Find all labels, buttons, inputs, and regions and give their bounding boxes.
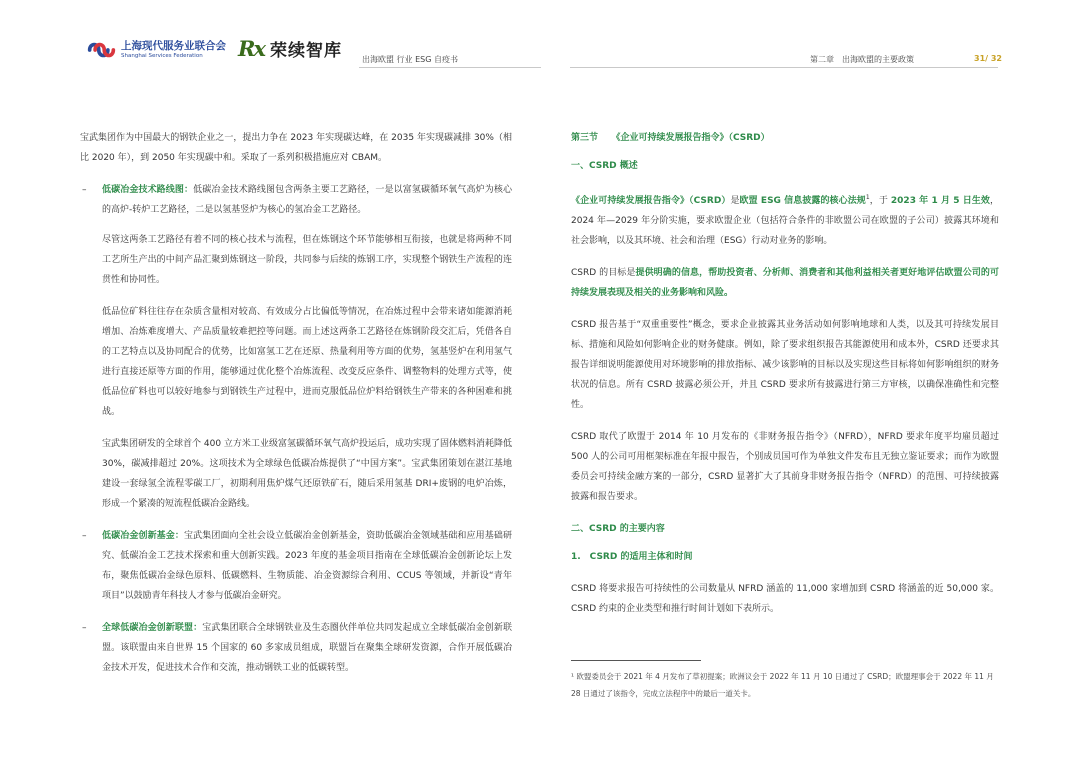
rongxu-logo [238,36,342,60]
text-span: 是 [730,196,740,206]
intro-paragraph: 宝武集团作为中国最大的钢铁企业之一，提出力争在 2023 年实现碳达峰，在 2035 年实现碳减排 30%（相比 2020 年），到 2050 年实现碳中和。采取了一系列积极措施应对 CBAM。 [80,133,512,163]
text-span: ，于 [869,196,891,206]
bullet-dash: – [82,185,87,195]
header-divider-right [570,67,998,68]
ssf-logo-en: Shanghai Services Federation [121,52,203,59]
rongxu-logo-mark: Rx [238,35,264,61]
csrd-core-law: 欧盟 ESG 信息披露的核心法规 [739,196,866,206]
right-column [571,128,999,619]
bullet-alliance [80,618,512,678]
effective-date: 2023 年 1 月 5 日生效 [890,196,990,206]
ssf-logo [86,38,226,62]
csrd-goal-highlight: 提供明确的信息，帮助投资者、分析师、消费者和其他利益相关者更好地评估欧盟公司的可持续发展表现及相关的业务影响和风险。 [571,268,999,298]
bullet-alliance-text: 宝武集团联合全球钢铁业及生态圈伙伴单位共同发起成立全球低碳冶金创新联盟。该联盟由来自世界 15 个国家的 60 多家成员组成，联盟旨在聚集全球研发资源，合作开展低碳冶金技术开发，促进技术合作和交流，推动钢铁工业的低碳转型。 [102,623,512,673]
document-title: 出海欧盟 行业 ESG 自疫书 [362,55,458,64]
section-title: 第三节 《企业可持续发展报告指令》（CSRD） [571,133,770,143]
header-divider-left [359,67,541,68]
ssf-logo-cn: 上海现代服务业联合会 [121,40,226,52]
csrd-goal-paragraph [571,263,999,303]
scope-paragraph: CSRD 将要求报告可持续性的公司数量从 NFRD 涵盖的 11,000 家增加到 CSRD 将涵盖的近 50,000 家。CSRD 约束的企业类型和推行时间计划如下表所示。 [571,584,999,614]
page-header [0,0,1080,80]
bullet-fund-text: 宝武集团面向全社会设立低碳冶金创新基金，资助低碳冶金领域基础和应用基础研究、低碳冶金工艺技术探索和重大创新实践。2023 年度的基金项目指南在全球低碳冶金创新论坛上发布，聚焦低碳冶金绿色原料、低碳燃料、生物质能、冶金资源综合利用、CCUS 等领域，并新设“青年项目”以鼓励青年科技人才参与低碳冶金研究。 [102,531,512,601]
footnote-ref[interactable]: 1 [865,194,870,201]
ssf-logo-icon [86,38,117,62]
rongxu-logo-name: 荣续智库 [269,40,342,61]
heading-csrd-content: 二、CSRD 的主要内容 [571,524,665,534]
text-span: CSRD 的目标是 [571,268,636,278]
bullet-roadmap-title: 低碳冶金技术路线图： [102,185,194,195]
roadmap-paragraph-4: 宝武集团研发的全球首个 400 立方米工业级富氢碳循环氧气高炉投运后，成功实现了固体燃料消耗降低 30%，碳减排超过 20%。这项技术为全球绿色低碳冶炼提供了“中国方案”。宝武集团策划在湛江基地建设一套绿氢全流程零碳工厂，初期利用焦炉煤气还原铁矿石，随后采用氢基 DRI+废钢的电炉冶炼，形成一个紧凑的短流程低碳冶金路线。 [102,439,512,509]
text-span: ，2024 年—2029 年分阶实施，要求欧盟企业（包括符合条件的非欧盟公司在欧盟的子公司）披露其环境和社会影响，以及其环境、社会和治理（ESG）行动对业务的影响。 [571,196,999,246]
roadmap-paragraph-2: 尽管这两条工艺路径有着不同的核心技术与流程，但在炼钢这个环节能够相互衔接，也就是将两种不同工艺所生产出的中间产品汇聚到炼钢这一阶段，共同参与后续的炼钢工序，实现整个钢铁生产流程的连贯性和协同性。 [102,235,512,285]
footnote: ¹ 欧盟委员会于 2021 年 4 月发布了草初提案；欧洲议会于 2022 年 11 月 10 日通过了 CSRD；欧盟理事会于 2022 年 11 月 28 日通过了该指令，完成立法程序中的最后一道关卡。 [571,672,994,698]
bullet-dash: – [82,531,87,541]
nfrd-paragraph: CSRD 取代了欧盟于 2014 年 10 月发布的《非财务报告指令》（NFRD），NFRD 要求年度平均雇员超过 500 人的公司可用框架标准在年报中报告，个别成员国可作为单独文件发布且无独立鉴证要求；而作为欧盟委员会可持续金融方案的一部分，CSRD 显著扩大了其前身非财务报告指令（NFRD）的范围、可持续披露披露和报告要求。 [571,432,999,502]
csrd-name: 《企业可持续发展报告指令》（CSRD） [571,196,731,206]
chapter-title: 第二章 出海欧盟的主要政策 [810,55,914,64]
bullet-fund-title: 低碳冶金创新基金： [102,531,185,541]
heading-csrd-overview: 一、CSRD 概述 [571,161,638,171]
bullet-roadmap-text: 低碳冶金技术路线图包含两条主要工艺路径，一是以富氢碳循环氧气高炉为核心的高炉-转炉工艺路径，二是以氢基竖炉为核心的氢冶金工艺路径。 [102,185,512,215]
footnote-divider [571,660,701,661]
bullet-alliance-title: 全球低碳冶金创新联盟： [102,623,203,633]
csrd-overview-paragraph [571,188,999,251]
roadmap-paragraph-3: 低品位矿料往往存在杂质含量相对较高、有效成分占比偏低等情况，在冶炼过程中会带来诸如能源消耗增加、冶炼难度增大、产品质量较难把控等问题。而上述这两条工艺路径在炼钢阶段交汇后，凭借各自的工艺特点以及协同配合的优势，比如富氢工艺在还原、热量利用等方面的优势，氢基竖炉在利用氢气进行直接还原等方面的作用，能够通过优化整个冶炼流程、改变反应条件、调整物料的处理方式等，使低品位矿料也可以较好地参与到钢铁生产过程中，进而克服低品位炉料给钢铁生产带来的各种困难和挑战。 [102,307,512,417]
heading-csrd-scope: 1. CSRD 的适用主体和时间 [571,552,693,562]
page-number: 31/ 32 [974,54,1002,63]
bullet-dash: – [82,623,87,633]
double-materiality-paragraph: CSRD 报告基于“双重重要性”概念，要求企业披露其业务活动如何影响地球和人类，以及其可持续发展目标、措施和风险如何影响企业的财务健康。例如，除了要求组织报告其能源使用和成本外，CSRD 还要求其报告详细说明能源使用对环境影响的排放指标、减少该影响的目标以及实现这些目标将如何影响组织的财务状况的信息。所有 CSRD 披露必须公开，并且 CSRD 要求所有披露进行第三方审核，以确保准确性和完整性。 [571,320,999,410]
bullet-roadmap [80,180,512,220]
bullet-fund [80,526,512,606]
left-column [80,128,512,678]
